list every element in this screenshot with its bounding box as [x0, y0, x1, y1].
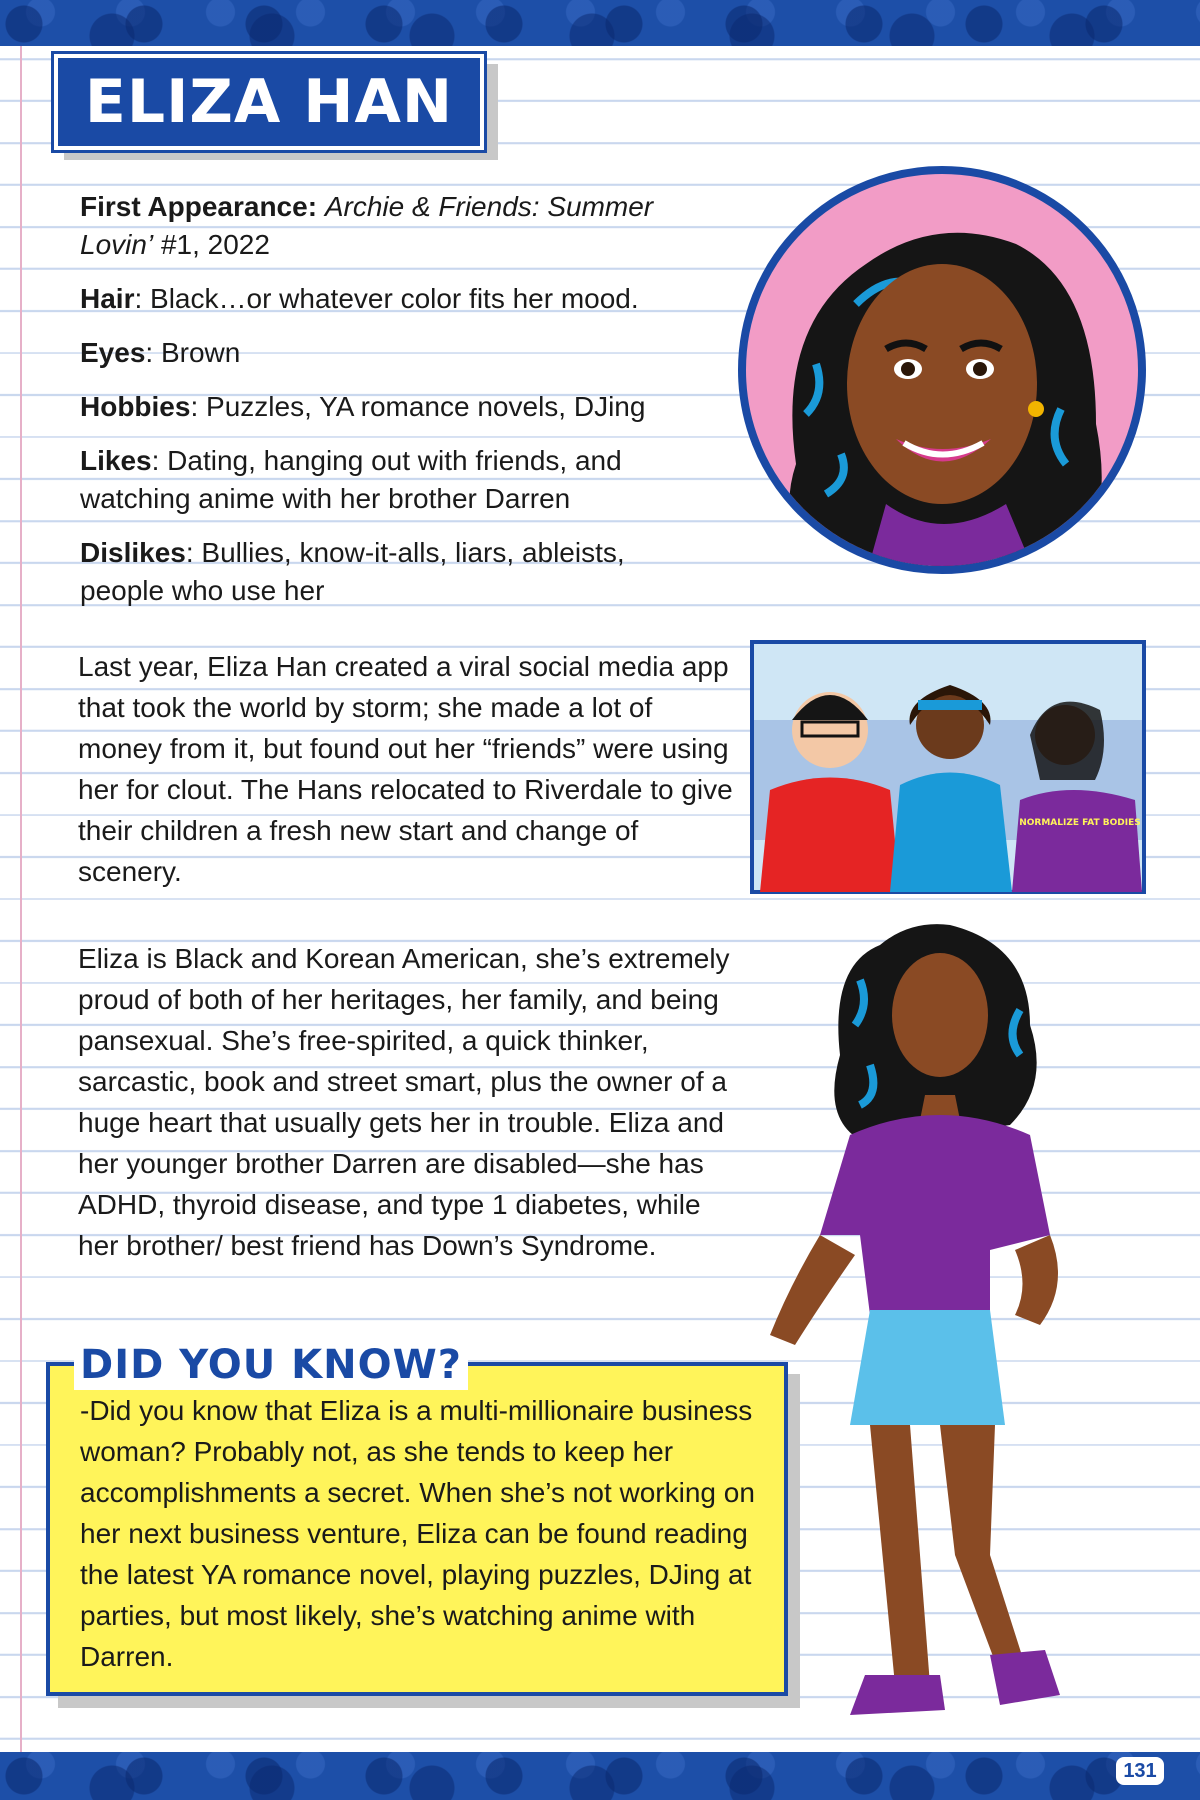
title-banner — [54, 54, 484, 150]
did-you-know-title: DID YOU KNOW? — [74, 1340, 468, 1390]
fact-label: Dislikes — [80, 537, 186, 568]
fact-label: First Appearance: — [80, 191, 318, 222]
fact-value: #1, 2022 — [153, 229, 270, 260]
fact-dislikes — [80, 534, 690, 610]
fact-label: Hair — [80, 283, 135, 314]
fact-comic-title: Archie & Friends: Summer Lovin’ — [80, 191, 654, 260]
portrait-illustration — [736, 164, 1148, 581]
fact-eyes — [80, 334, 720, 372]
fact-value: : Black…or whatever color fits her mood. — [134, 283, 639, 314]
page-number: 131 — [1116, 1757, 1164, 1785]
fact-value: : Dating, hanging out with friends, and watching anime with her brother Darren — [80, 445, 622, 514]
bio-paragraph-1: Last year, Eliza Han created a viral social media app that took the world by storm; she made a lot of money from it, but found out her “friends” were using her for clout. The Hans relocated to Riverdale to give their children a fresh new start and change of scenery. — [78, 651, 733, 887]
family-panel-illustration — [750, 640, 1146, 899]
page-title: ELIZA HAN — [84, 67, 454, 137]
fact-hair — [80, 280, 720, 318]
fact-label: Likes — [80, 445, 152, 476]
fact-label: Hobbies — [80, 391, 191, 422]
full-body-illustration — [760, 905, 1140, 1730]
fact-value: : Puzzles, YA romance novels, DJing — [190, 391, 646, 422]
fact-hobbies — [80, 388, 720, 426]
notebook-margin-line — [20, 0, 22, 1800]
bottom-border-band — [0, 1752, 1200, 1800]
top-border-band — [0, 0, 1200, 46]
fact-likes — [80, 442, 640, 518]
fact-value: : Bullies, know-it-alls, liars, ableists, people who use her — [80, 537, 625, 606]
did-you-know-text: -Did you know that Eliza is a multi-millionaire business woman? Probably not, as she tends to keep her accomplishments a secret. When she’s not working on her next business venture, Eliza can be found reading the latest YA romance novel, playing puzzles, DJing at parties, but most likely, she’s watching anime with Darren. — [80, 1395, 755, 1672]
character-facts — [80, 188, 720, 626]
fact-label: Eyes — [80, 337, 146, 368]
panel-shirt-text: NORMALIZE FAT BODIES — [1019, 818, 1141, 828]
fact-first-appearance — [80, 188, 720, 264]
fact-value: : Brown — [145, 337, 241, 368]
bio-paragraph-2: Eliza is Black and Korean American, she’s extremely proud of both of her heritages, her family, and being pansexual. She’s free-spirited, a quick thinker, sarcastic, book and street smart, plus the owner of a huge heart that usually gets her in trouble. Eliza and her younger brother Darren are disabled—she has ADHD, thyroid disease, and type 1 diabetes, while her brother/ best friend has Down’s Syndrome. — [78, 943, 730, 1261]
